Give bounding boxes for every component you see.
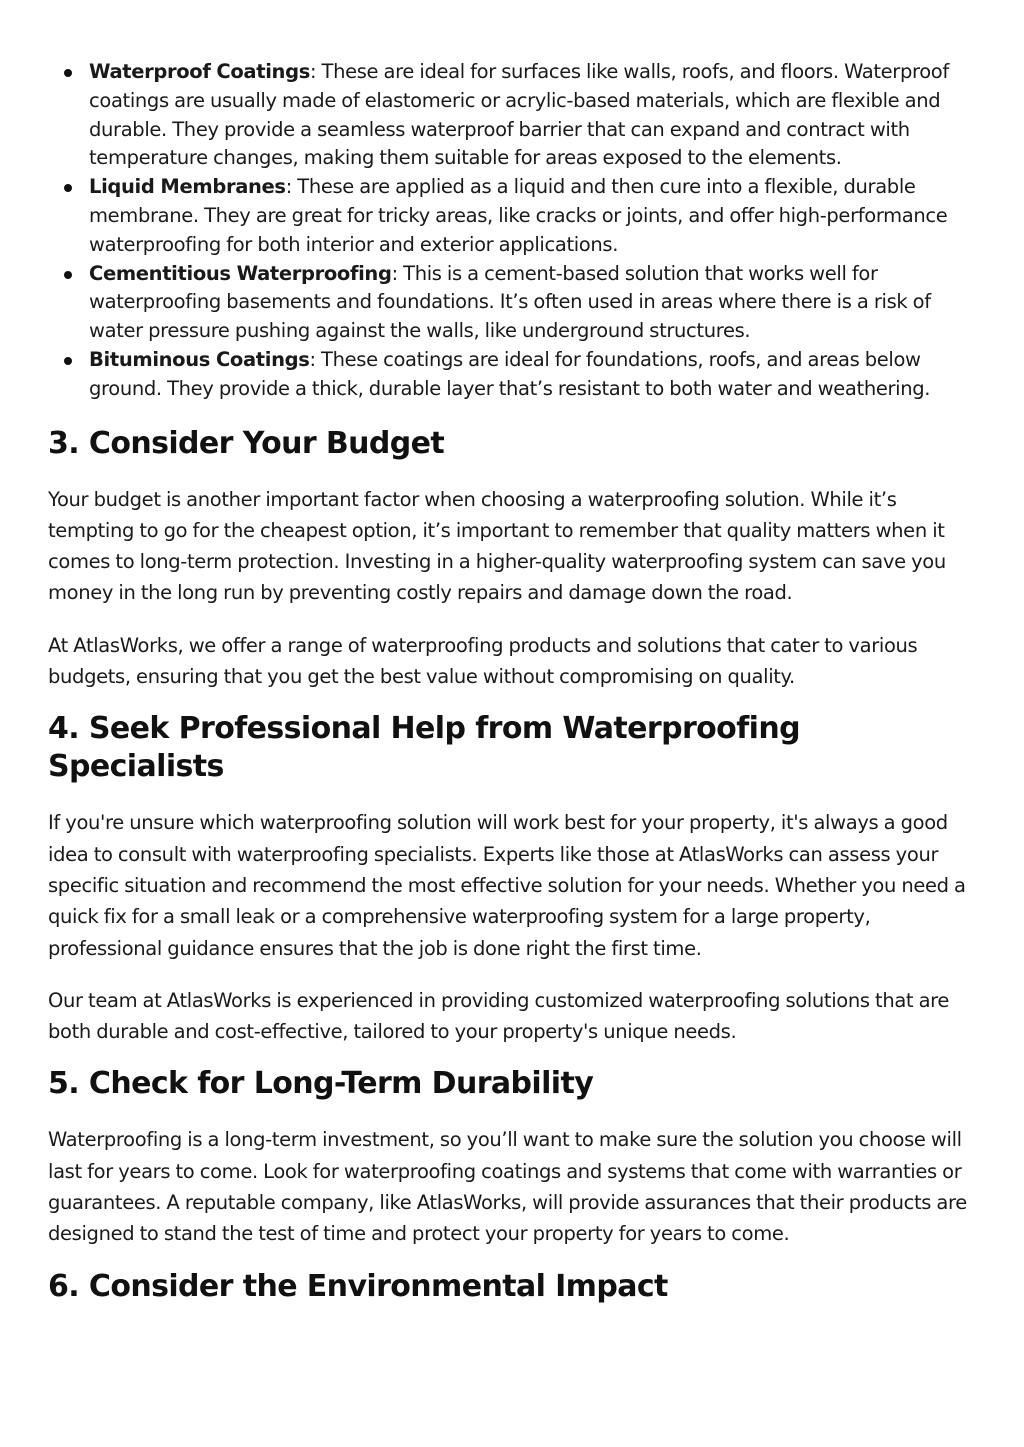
list-item-term: Bituminous Coatings <box>89 347 310 371</box>
list-item-text: : These are applied as a liquid and then cure into a flexible, durable membrane. They are great for tricky areas, like cracks or joints, and offer high-performance waterproofing for both interior and exterior applications. <box>89 175 948 256</box>
bullet-icon <box>64 69 72 77</box>
list-item-text: : These are ideal for surfaces like walls, roofs, and floors. Waterproof coatings are usually made of elastomeric or acrylic-based materials, which are flexible and durable. They provide a seamless waterproof barrier that can expand and contract with temperature changes, making them suitable for areas exposed to the elements. <box>89 60 949 170</box>
professional-paragraph-1: If you're unsure which waterproofing solution will work best for your property, it's always a good idea to consult with waterproofing specialists. Experts like those at AtlasWorks can assess your specific situation and recommend the most effective solution for your needs. Whether you need a quick fix for a small leak or a comprehensive waterproofing system for a large property, professional guidance ensures that the job is done right the first time. <box>48 811 966 960</box>
section-heading-budget: 3. Consider Your Budget <box>48 425 445 461</box>
budget-paragraph-1: Your budget is another important factor when choosing a waterproofing solution. While it’s tempting to go for the cheapest option, it’s important to remember that quality matters when it comes to long-term protection. Investing in a higher-quality waterproofing system can save you money in the long run by preventing costly repairs and damage down the road. <box>48 487 946 605</box>
budget-paragraph-2: At AtlasWorks, we offer a range of waterproofing products and solutions that cater to various budgets, ensuring that you get the best value without compromising on quality. <box>48 633 918 689</box>
list-item <box>48 58 983 173</box>
bullet-icon <box>64 184 72 192</box>
list-item-term: Waterproof Coatings <box>89 60 310 83</box>
list-item-text: : This is a cement-based solution that works well for waterproofing basements and foundations. It’s often used in areas where there is a risk of water pressure pushing against the walls, like underground structures. <box>89 261 931 343</box>
list-item-term: Cementitious Waterproofing <box>89 261 392 285</box>
waterproofing-types-list <box>48 58 983 404</box>
list-item-term: Liquid Membranes <box>89 175 286 199</box>
bullet-icon <box>64 357 72 365</box>
document-page <box>48 58 983 1306</box>
section-heading-durability: 5. Check for Long-Term Durability <box>48 1066 594 1102</box>
list-item <box>48 346 983 404</box>
list-item <box>48 173 983 259</box>
durability-paragraph-1: Waterproofing is a long-term investment, so you’ll want to make sure the solution you choose will last for years to come. Look for waterproofing coatings and systems that come with warranties or guarantees. A reputable company, like AtlasWorks, will provide assurances that their products are designed to stand the test of time and protect your property for years to come. <box>48 1128 967 1246</box>
section-heading-professional: 4. Seek Professional Help from Waterproofing Specialists <box>48 711 800 785</box>
list-item-text: : These coatings are ideal for foundations, roofs, and areas below ground. They provide a thick, durable layer that’s resistant to both water and weathering. <box>89 347 931 400</box>
section-heading-environment: 6. Consider the Environmental Impact <box>48 1268 668 1304</box>
list-item <box>48 260 983 346</box>
bullet-icon <box>64 271 72 279</box>
professional-paragraph-2: Our team at AtlasWorks is experienced in providing customized waterproofing solutions that are both durable and cost-effective, tailored to your property's unique needs. <box>48 988 950 1044</box>
